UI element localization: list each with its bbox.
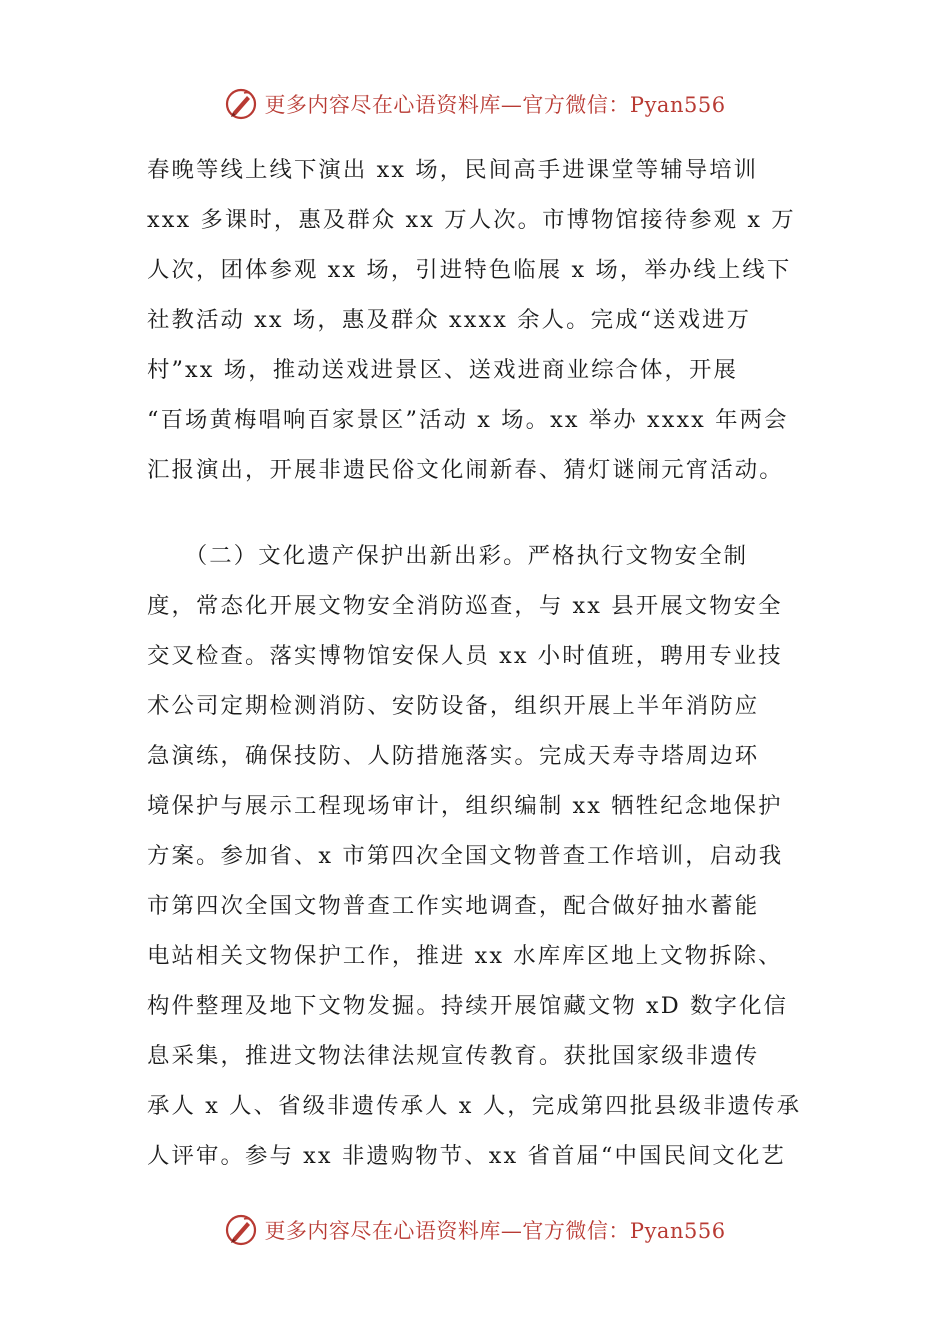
text-line: 术公司定期检测消防、安防设备，组织开展上半年消防应 [147, 693, 760, 719]
text-line: “百场黄梅唱响百家景区”活动 x 场。xx 举办 xxxx 年两会 [147, 407, 789, 433]
pen-logo-icon [224, 1213, 258, 1247]
text-line: 承人 x 人、省级非遗传承人 x 人，完成第四批县级非遗传承 [147, 1093, 802, 1119]
text-line: 境保护与展示工程现场审计，组织编制 xx 牺牲纪念地保护 [147, 793, 783, 819]
text-line: 春晚等线上线下演出 xx 场，民间高手进课堂等辅导培训 [147, 157, 759, 183]
text-line: xxx 多课时，惠及群众 xx 万人次。市博物馆接待参观 x 万 [147, 207, 796, 233]
text-line: 急演练，确保技防、人防措施落实。完成天寿寺塔周边环 [147, 743, 760, 769]
pen-logo-icon [224, 87, 258, 121]
text-line: 度，常态化开展文物安全消防巡查，与 xx 县开展文物安全 [147, 593, 783, 619]
header-banner-text: 更多内容尽在心语资料库—官方微信：Pyan556 [264, 93, 726, 117]
footer-banner-text: 更多内容尽在心语资料库—官方微信：Pyan556 [264, 1219, 726, 1243]
text-line: （二）文化遗产保护出新出彩。严格执行文物安全制 [147, 543, 749, 569]
text-line: 人次，团体参观 xx 场，引进特色临展 x 场，举办线上线下 [147, 257, 792, 283]
document-body [147, 145, 807, 1181]
paragraph-gap [147, 495, 807, 531]
text-line: 息采集，推进文物法律法规宣传教育。获批国家级非遗传 [147, 1043, 760, 1069]
text-line: 电站相关文物保护工作，推进 xx 水库库区地上文物拆除、 [147, 943, 783, 969]
text-line: 交叉检查。落实博物馆安保人员 xx 小时值班，聘用专业技 [147, 643, 783, 669]
header-banner [0, 84, 950, 124]
text-line: 市第四次全国文物普查工作实地调查，配合做好抽水蓄能 [147, 893, 760, 919]
text-line: 人评审。参与 xx 非遗购物节、xx 省首届“中国民间文化艺 [147, 1143, 786, 1169]
text-line: 汇报演出，开展非遗民俗文化闹新春、猜灯谜闹元宵活动。 [147, 457, 784, 483]
text-line: 方案。参加省、x 市第四次全国文物普查工作培训，启动我 [147, 843, 784, 869]
text-line: 构件整理及地下文物发掘。持续开展馆藏文物 xD 数字化信 [147, 993, 788, 1019]
paragraph-2 [147, 531, 807, 1181]
paragraph-1 [147, 145, 807, 495]
footer-banner [0, 1210, 950, 1250]
text-line: 村”xx 场，推动送戏进景区、送戏进商业综合体，开展 [147, 357, 739, 383]
text-line: 社教活动 xx 场，惠及群众 xxxx 余人。完成“送戏进万 [147, 307, 752, 333]
